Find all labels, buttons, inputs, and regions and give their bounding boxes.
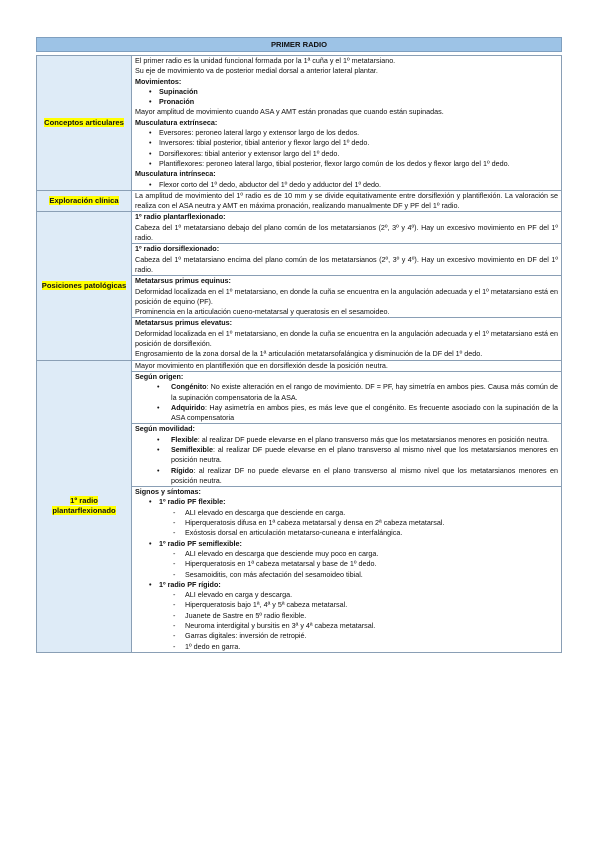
subheading: Según movilidad: [135,424,195,434]
list-item: • Supinación [135,87,558,97]
list-item: • Eversores: peroneo lateral largo y extensor largo de los dedos. [135,128,558,138]
conceptos-content [132,56,562,191]
posicion-equinus [132,276,562,318]
posicion-dorsiflexionado [132,244,562,276]
list-item [135,382,558,403]
definition: : al realizar DF no puede elevarse en el plano transverso al mismo nivel que los metatarsianos menores en posición neutra. [171,465,558,485]
list-item: • 1º radio PF semiflexible: [135,539,558,549]
term: Rígido [171,465,194,475]
term: Flexible [171,434,198,444]
subheading: Movimientos: [135,76,182,86]
plantar-signos [132,487,562,653]
subheading: Metatarsus primus equinus: [135,276,231,286]
term: Adquirido [171,402,205,412]
section-label-plantar: 1º radio plantarflexionado [52,495,116,516]
sub-list-item: - Neuroma interdigital y bursitis en 3ª y 4ª cabeza metatarsal. [135,621,558,631]
list-item [135,466,558,487]
text-paragraph: Deformidad localizada en el 1º metatarsiano, en donde la cuña se encuentra en la angulación adecuada y el 1º metatarsiano está en posición de dorsiflexión. [135,328,558,349]
content-table [36,55,562,653]
list-item: • Pronación [135,97,558,107]
sub-list-item: - ALI elevado en carga y descarga. [135,590,558,600]
text-line: Mayor amplitud de movimiento cuando ASA y AMT están pronadas que cuando están supinadas. [135,107,444,117]
plantar-origen [132,371,562,423]
text-paragraph: Cabeza del 1º metatarsiano encima del plano común de los metatarsianos (2º, 3º y 4º). Hay un excesivo movimiento en DF del 1º radio. [135,254,558,274]
section-label-conceptos: Conceptos articulares [44,117,124,127]
plantar-intro [132,360,562,371]
text-paragraph: Cabeza del 1º metatarsiano debajo del plano común de los metatarsianos (2º, 3º y 4º). Hay un excesivo movimiento en PF del 1º radio. [135,222,558,243]
section-label-posiciones: Posiciones patológicas [41,280,127,290]
list-item [135,403,558,424]
definition: : Hay asimetría en ambos pies, es más leve que el congénito. Es frecuente asociado con la supinación de la ASA compensatoria [171,402,558,423]
row-plantar-1 [37,360,562,371]
sub-list-item: - ALI elevado en descarga que desciende en carga. [135,508,558,518]
subheading: 1º radio plantarflexionado: [135,212,226,222]
sub-list-item: - ALI elevado en descarga que desciende muy poco en carga. [135,549,558,559]
text-paragraph: Prominencia en la articulación cueno-metatarsal y queratosis en el sesamoideo. [135,307,390,317]
row-posiciones-1 [37,212,562,244]
posicion-plantarflexionado [132,212,562,244]
list-item: • Plantiflexores: peroneo lateral largo, tibial posterior, flexor largo común de los dedos y flexor largo del 1º dedo. [135,159,558,169]
subheading: Signos y síntomas: [135,487,201,497]
sub-list-item: - 1º dedo en garra. [135,642,558,652]
exploracion-content [132,190,562,212]
subheading: Metatarsus primus elevatus: [135,318,233,328]
section-label-cell [37,56,132,191]
list-item: • 1º radio PF rígido: [135,580,558,590]
list-item: • 1º radio PF flexible: [135,497,558,507]
list-item: • Flexor corto del 1º dedo, abductor del 1º dedo y adductor del 1º dedo. [135,180,558,190]
subheading: 1º radio dorsiflexionado: [135,244,220,254]
definition: : al realizar DF puede elevarse en el plano transverso al mismo nivel que los metatarsianos menores en posición neutra. [171,444,558,465]
list-item [135,435,558,445]
sub-list-item: - Sesamoiditis, con más afectación del sesamoideo tibial. [135,570,558,580]
text-line: Mayor movimiento en plantiflexión que en dorsiflexión desde la posición neutra. [135,360,388,370]
sub-list-item: - Hiperqueratosis en 1ª cabeza metatarsal y base de 1º dedo. [135,559,558,569]
text-paragraph: Deformidad localizada en el 1º metatarsiano, en donde la cuña se encuentra en la angulación adecuada y el 1º metatarsiano está en posición de equino (PF). [135,286,558,306]
text-paragraph: La amplitud de movimiento del 1º radio es de 10 mm y se divide equitativamente entre dorsiflexión y plantiflexión. La valoración se realiza con el ASA neutra y AMT en máxima pronación, realizando manualmente DF y PF del 1º radio. [135,190,558,211]
subheading: Musculatura intrínseca: [135,169,216,179]
list-item [135,445,558,466]
definition: : No existe alteración en el rango de movimiento. DF = PF, hay simetría en ambos pies. Causa más común de la supinación compensatoria de la ASA. [171,382,558,402]
sub-list-item: - Garras digitales: inversión de retropié. [135,631,558,641]
sub-list-item: - Hiperqueratosis difusa en 1ª cabeza metatarsal y densa en 2ª cabeza metatarsal. [135,518,558,528]
document-page [36,37,562,653]
subheading: Según origen: [135,371,184,381]
list-item: • Dorsiflexores: tibial anterior y extensor largo del 1º dedo. [135,149,558,159]
text-paragraph: Engrosamiento de la zona dorsal de la 1ª articulación metatarsofalángica y disminución de la DF del 1º dedo. [135,349,483,359]
section-label-cell [37,190,132,212]
section-label-cell [37,360,132,652]
sub-list-item: - Exóstosis dorsal en articulación metatarso-cuneana e interfalángica. [135,528,558,538]
text-line: Su eje de movimiento va de posterior medial dorsal a anterior lateral plantar. [135,66,378,76]
term: Semiflexible [171,444,213,454]
subheading: Musculatura extrínseca: [135,117,218,127]
text-line: El primer radio es la unidad funcional formada por la 1ª cuña y el 1º metatarsiano. [135,56,396,65]
row-conceptos [37,56,562,191]
page-title: PRIMER RADIO [36,37,562,52]
definition: : al realizar DF puede elevarse en el plano transverso más que los metatarsianos menores en posición neutra. [197,434,549,444]
plantar-movilidad [132,424,562,487]
sub-list-item: - Hiperqueratosis bajo 1ª, 4ª y 5ª cabeza metatarsal. [135,600,558,610]
section-label-exploracion: Exploración clínica [49,196,119,205]
posicion-elevatus [132,318,562,360]
sub-list-item: - Juanete de Sastre en 5º radio flexible. [135,611,558,621]
term: Congénito [171,382,207,392]
section-label-cell [37,212,132,360]
list-item: • Inversores: tibial posterior, tibial anterior y flexor largo del 1º dedo. [135,138,558,148]
row-exploracion [37,190,562,212]
